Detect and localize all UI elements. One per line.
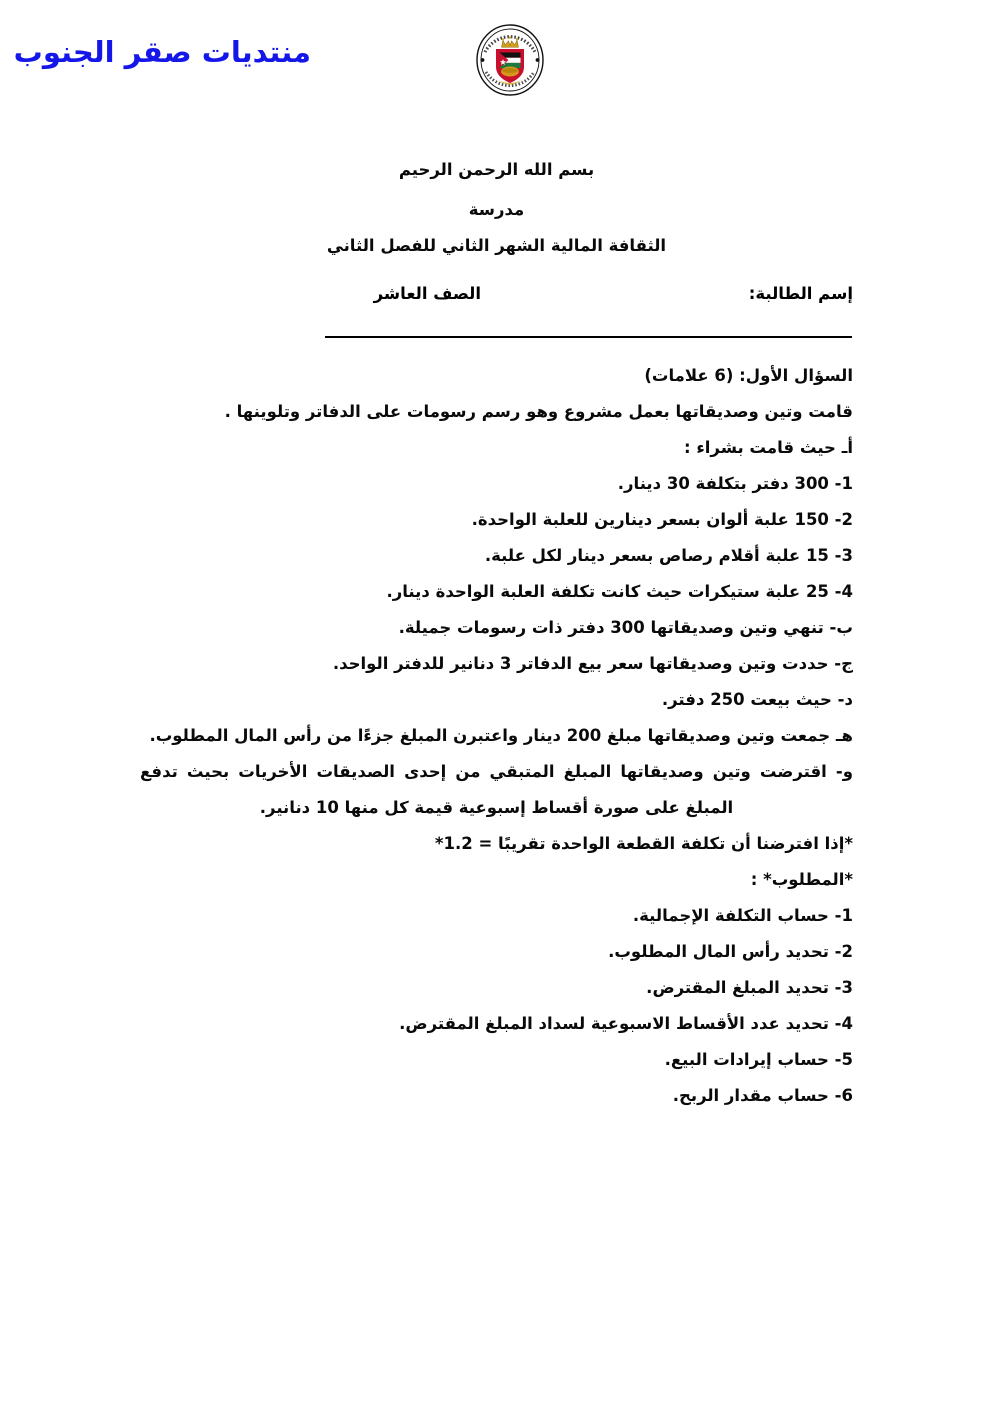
clause-w: و- اقترضت وتين وصديقاتها المبلغ المتبقي من إحدى الصديقات الأخريات بحيث تدفع المبلغ على صورة أقساط إسبوعية قيمة كل منها 10 دنانير. [140,762,853,817]
basmala-line: بسم الله الرحمن الرحيم [398,160,595,179]
student-name-label: إسم الطالبة: [748,284,853,303]
required-item: 5- حساب إيرادات البيع. [664,1050,853,1069]
section-a-label: أـ حيث قامت بشراء : [684,438,853,457]
required-item: 3- تحديد المبلغ المقترض. [646,978,853,997]
question-title: السؤال الأول: (6 علامات) [644,366,853,385]
school-line: مدرسة [468,200,525,219]
required-item: 2- تحديد رأس المال المطلوب. [608,942,853,961]
purchase-item: 4- 25 علبة ستيكرات حيث كانت تكلفة العلبة الواحدة دينار. [386,582,853,601]
required-label: *المطلوب* : [750,870,853,889]
clause-b: ب- تنهي وتين وصديقاتها 300 دفتر ذات رسومات جميلة. [398,618,853,637]
clause-j: ج- حددت وتين وصديقاتها سعر بيع الدفاتر 3 دنانير للدفتر الواحد. [332,654,853,673]
student-info-row [0,284,993,308]
purchase-item: 1- 300 دفتر بتكلفة 30 دينار. [617,474,853,493]
grade-value: الصف العاشر [373,284,481,303]
purchase-item: 2- 150 علبة ألوان بسعر دينارين للعلبة الواحدة. [471,510,853,529]
forum-watermark: منتديات صقر الجنوب [13,35,311,69]
subject-line: الثقافة المالية الشهر الثاني للفصل الثاني [326,236,667,255]
page-header-band [0,0,993,118]
required-item: 1- حساب التكلفة الإجمالية. [632,906,853,925]
question-body [140,358,853,1114]
ministry-emblem-icon [474,22,546,98]
required-item: 4- تحديد عدد الأقساط الاسبوعية لسداد المبلغ المقترض. [399,1014,853,1033]
assumption-note: *إذا افترضنا أن تكلفة القطعة الواحدة تقريبًا = 1.2* [434,834,853,853]
clause-d: د- حيث بيعت 250 دفتر. [661,690,853,709]
purchase-item: 3- 15 علبة أقلام رصاص بسعر دينار لكل علبة. [484,546,853,565]
header-divider [325,336,852,338]
clause-h: هـ جمعت وتين وصديقاتها مبلغ 200 دينار واعتبرن المبلغ جزءًا من رأس المال المطلوب. [149,726,853,745]
required-item: 6- حساب مقدار الربح. [672,1086,853,1105]
question-intro: قامت وتين وصديقاتها بعمل مشروع وهو رسم رسومات على الدفاتر وتلوينها . [224,402,853,421]
